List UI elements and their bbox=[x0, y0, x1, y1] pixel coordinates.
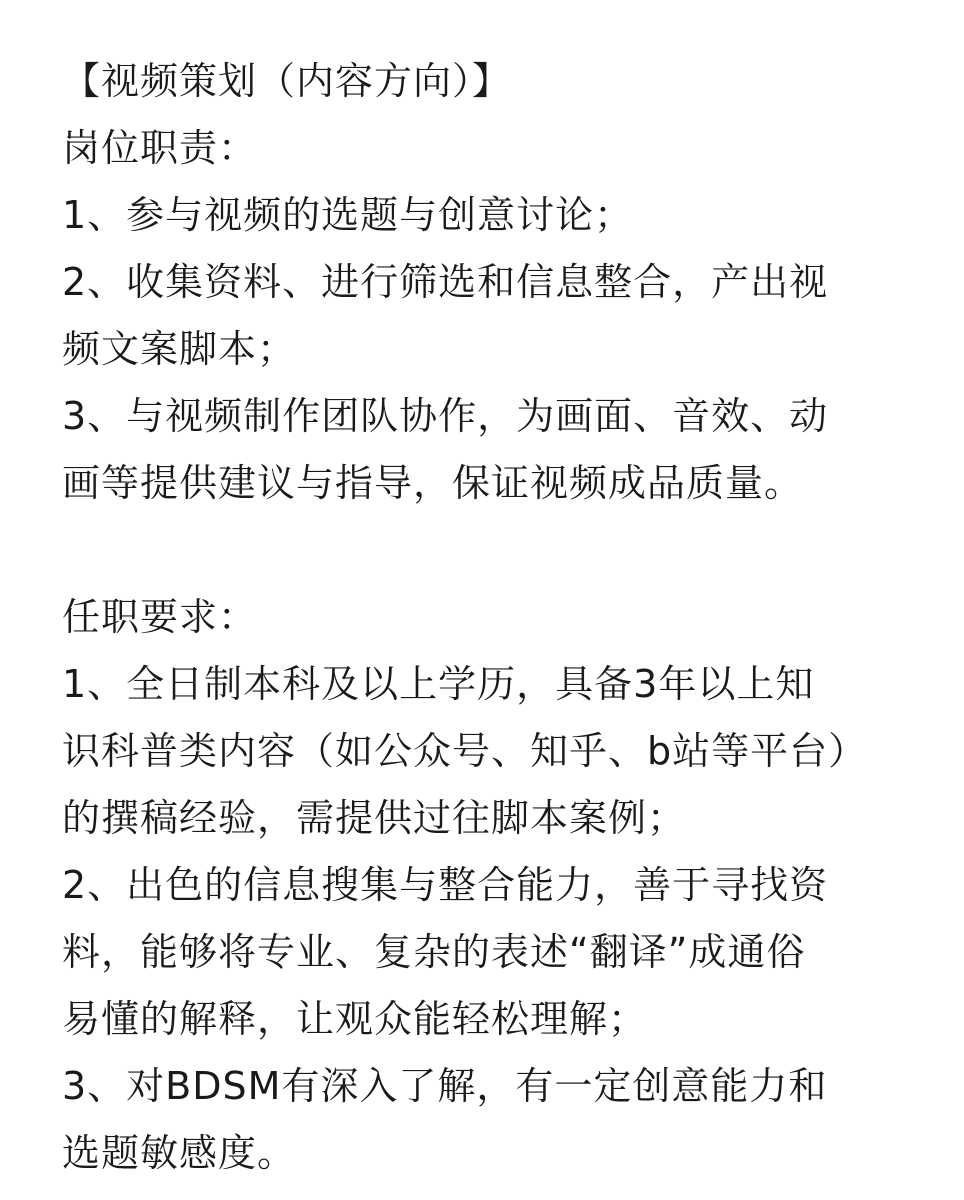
duties-line: 2、收集资料、进行筛选和信息整合，产出视 bbox=[62, 260, 829, 304]
duties-line: 频文案脚本； bbox=[62, 327, 297, 371]
duties-line: 3、与视频制作团队协作，为画面、音效、动 bbox=[62, 394, 829, 438]
posting-title: 【视频策划（内容方向）】 bbox=[62, 59, 512, 103]
job-posting-text bbox=[62, 48, 932, 1187]
requirements-line: 2、出色的信息搜集与整合能力，善于寻找资 bbox=[62, 863, 829, 907]
section-spacer bbox=[62, 517, 932, 584]
requirements-line: 易懂的解释，让观众能轻松理解； bbox=[62, 997, 648, 1041]
requirements-line: 1、全日制本科及以上学历，具备3年以上知 bbox=[62, 662, 815, 706]
requirements-line: 识科普类内容（如公众号、知乎、b站等平台） bbox=[62, 729, 868, 773]
requirements-line: 选题敏感度。 bbox=[62, 1131, 297, 1175]
requirements-heading: 任职要求： bbox=[62, 595, 258, 639]
requirements-line: 3、对BDSM有深入了解，有一定创意能力和 bbox=[62, 1064, 828, 1108]
duties-line: 画等提供建议与指导，保证视频成品质量。 bbox=[62, 461, 804, 505]
requirements-line: 料，能够将专业、复杂的表述“翻译”成通俗 bbox=[62, 930, 806, 974]
duties-heading: 岗位职责： bbox=[62, 126, 258, 170]
requirements-line: 的撰稿经验，需提供过往脚本案例； bbox=[62, 796, 687, 840]
duties-line: 1、参与视频的选题与创意讨论； bbox=[62, 193, 634, 237]
